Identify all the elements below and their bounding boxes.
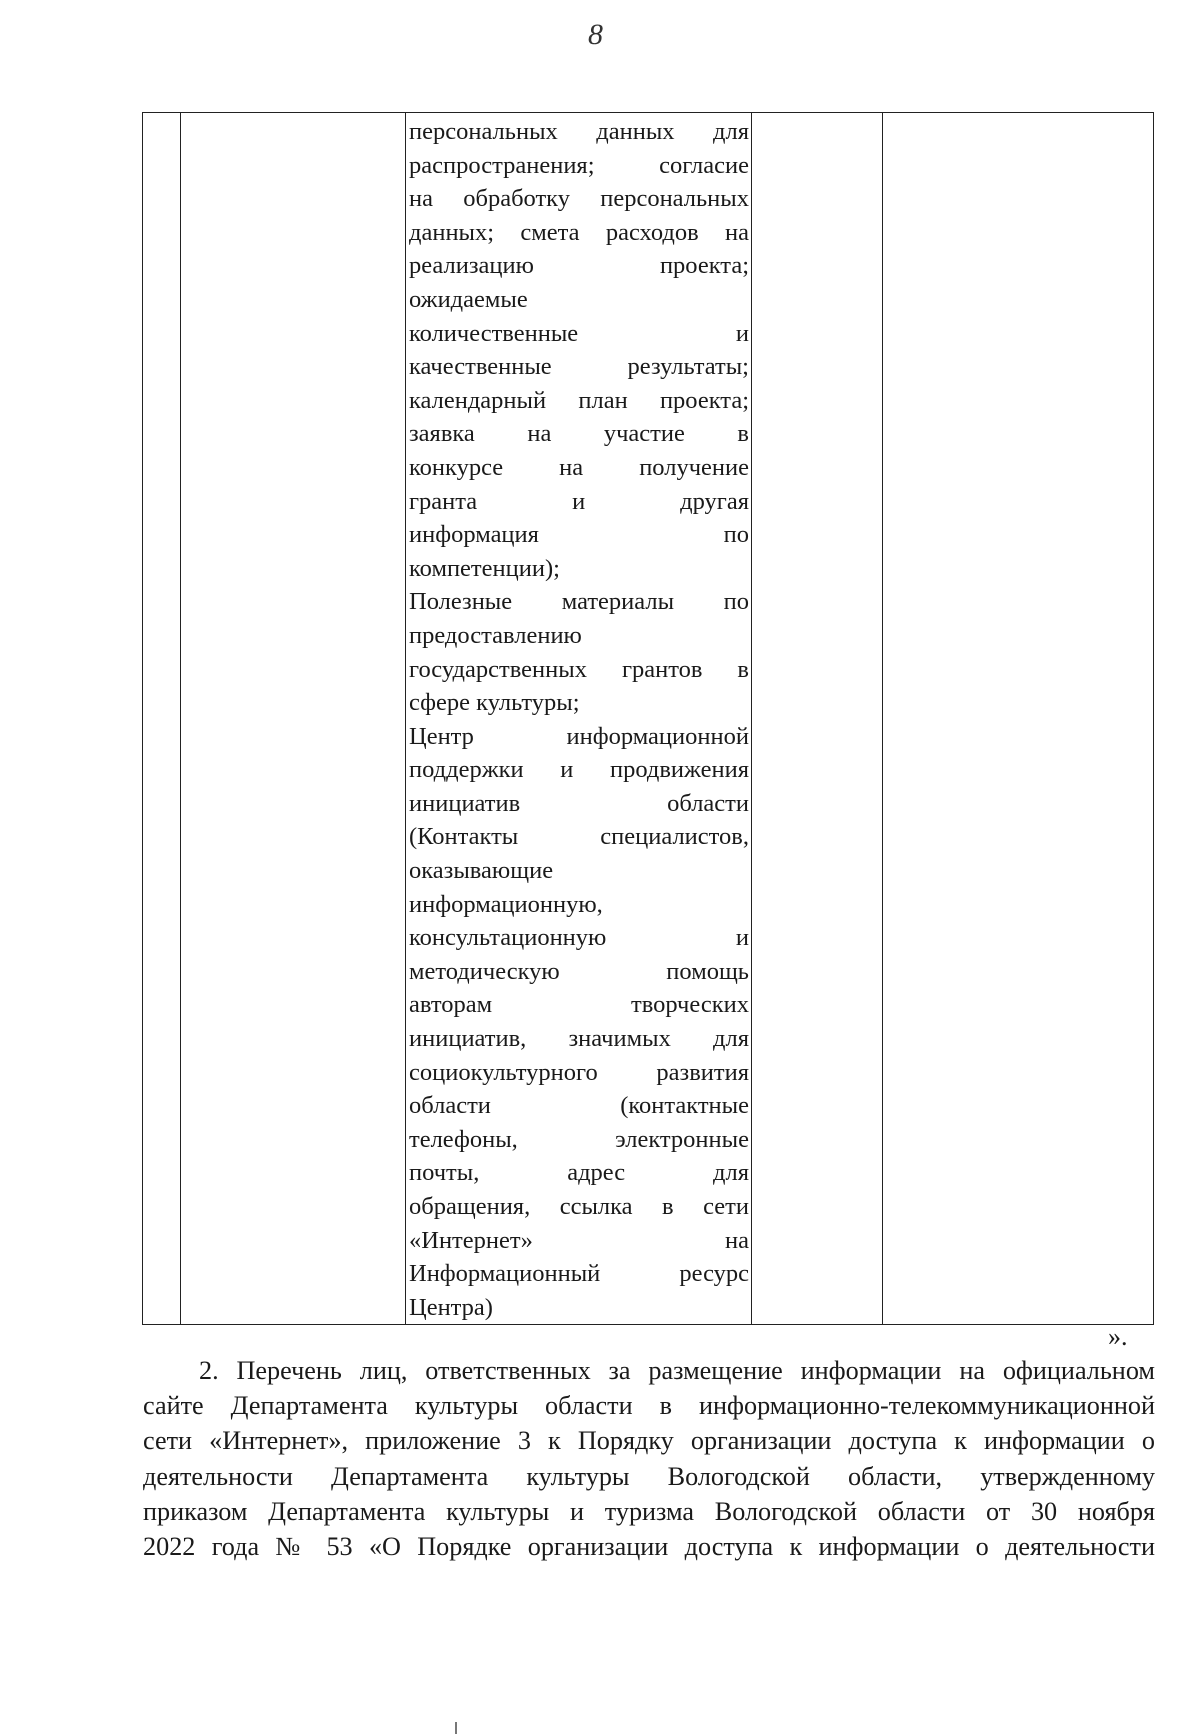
table-row	[143, 113, 1154, 1325]
page-number: 8	[588, 18, 603, 51]
body-paragraph	[143, 1353, 1155, 1564]
paragraph-line: сайте Департамента культуры области в информационно-телекоммуникационной	[143, 1391, 1155, 1421]
cell-line: Центр информационной	[409, 722, 749, 750]
paragraph-line: приказом Департамента культуры и туризма Вологодской области от 30 ноября	[143, 1496, 1155, 1526]
paragraph-line: 2022 года № 53 «О Порядке организации доступа к информации о деятельности	[143, 1532, 1155, 1562]
table-cell-empty	[883, 113, 1154, 1325]
cell-line: инициатив, значимых для	[409, 1025, 749, 1053]
cell-line: количественные и	[409, 319, 749, 347]
cell-line: методическую помощь	[409, 957, 749, 985]
table-cell-content	[406, 113, 752, 1325]
table-cell-number	[143, 113, 181, 1325]
cell-line: Полезные материалы по	[409, 588, 749, 616]
cell-line: ожидаемые	[409, 285, 528, 313]
cell-line: информационную,	[409, 890, 603, 918]
cell-line: календарный план проекта;	[409, 386, 749, 414]
cell-line: (Контакты специалистов,	[409, 823, 749, 851]
cell-line: Информационный ресурс	[409, 1260, 749, 1288]
cell-line: гранта и другая	[409, 487, 749, 515]
scan-artifact	[455, 1722, 457, 1734]
paragraph-line: деятельности Департамента культуры Вологодской области, утвержденному	[143, 1461, 1155, 1491]
cell-line: сфере культуры;	[409, 689, 580, 717]
cell-line: компетенции);	[409, 554, 560, 582]
cell-line: на обработку персональных	[409, 185, 749, 213]
cell-line: обращения, ссылка в сети	[409, 1193, 749, 1220]
cell-line: консультационную и	[409, 924, 749, 952]
cell-line: персональных данных для	[409, 118, 749, 145]
document-table	[142, 112, 1154, 1325]
cell-line: телефоны, электронные	[409, 1125, 749, 1153]
paragraph-line: 2. Перечень лиц, ответственных за размещение информации на официальном	[199, 1356, 1155, 1385]
paragraph-line: сети «Интернет», приложение 3 к Порядку организации доступа к информации о	[143, 1426, 1155, 1456]
cell-line: социокультурного развития	[409, 1058, 749, 1086]
cell-line: авторам творческих	[409, 991, 749, 1019]
table-cell-name	[181, 113, 406, 1325]
cell-line: качественные результаты;	[409, 353, 749, 381]
cell-line: данных; смета расходов на	[409, 218, 749, 246]
cell-line: поддержки и продвижения	[409, 756, 749, 784]
cell-line: области (контактные	[409, 1092, 749, 1120]
cell-line: «Интернет» на	[409, 1226, 749, 1254]
cell-line: государственных грантов в	[409, 655, 749, 683]
cell-line: информация по	[409, 521, 749, 549]
cell-content-text	[406, 115, 751, 1324]
cell-line: предоставлению	[409, 621, 582, 649]
cell-line: почты, адрес для	[409, 1159, 749, 1187]
cell-line: распространения; согласие	[409, 151, 749, 179]
cell-line: конкурсе на получение	[409, 453, 749, 481]
cell-line: реализацию проекта;	[409, 252, 749, 280]
cell-line: оказывающие	[409, 857, 554, 885]
cell-line: инициатив области	[409, 789, 749, 817]
table-cell-empty	[752, 113, 883, 1325]
closing-quote: ».	[1108, 1322, 1128, 1351]
cell-line: Центра)	[409, 1293, 493, 1321]
cell-line: заявка на участие в	[409, 420, 749, 448]
